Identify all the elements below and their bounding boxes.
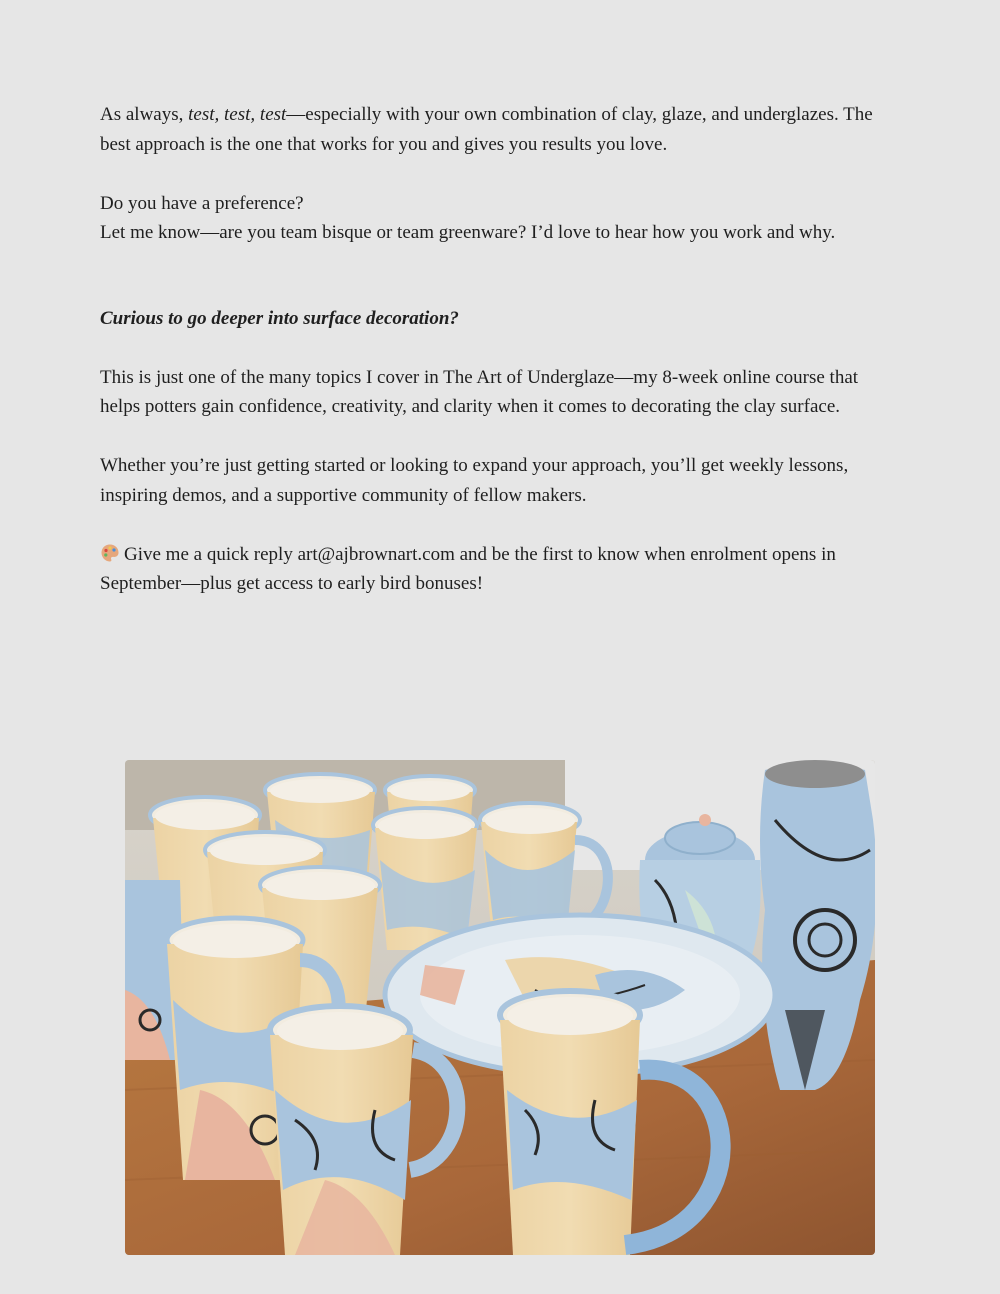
intro-rest: —especially with your own combination of clay, glaze, and underglazes. The best approach is the one that works for you and gives you results you love.: [100, 104, 873, 155]
intro-lead: As always,: [100, 104, 189, 125]
course-heading: Curious to go deeper into surface decoration?: [100, 307, 459, 329]
intro-paragraph: [100, 100, 900, 159]
preference-prompt: Let me know—are you team bisque or team greenware? I’d love to hear how you work and why.: [100, 222, 836, 243]
intro-emphasis: test, test, test: [188, 104, 287, 125]
cta-paragraph[interactable]: [100, 540, 900, 599]
preference-question: Do you have a preference?: [100, 192, 304, 214]
course-benefits: Whether you’re just getting started or looking to expand your approach, you’ll get weekly lessons, inspiring demos, and a supportive community of fellow makers.: [100, 455, 849, 506]
cta-text: Give me a quick reply art@ajbrownart.com and be the first to know when enrolment opens in September—plus get access to early bird bonuses!: [100, 543, 836, 594]
palette-icon: [100, 543, 120, 563]
course-description: This is just one of the many topics I cover in The Art of Underglaze—my 8-week online course that helps potters gain confidence, creativity, and clarity when it comes to decorating the clay surface.: [100, 366, 859, 417]
newsletter-body: [100, 100, 900, 599]
pottery-photo: [125, 760, 875, 1255]
